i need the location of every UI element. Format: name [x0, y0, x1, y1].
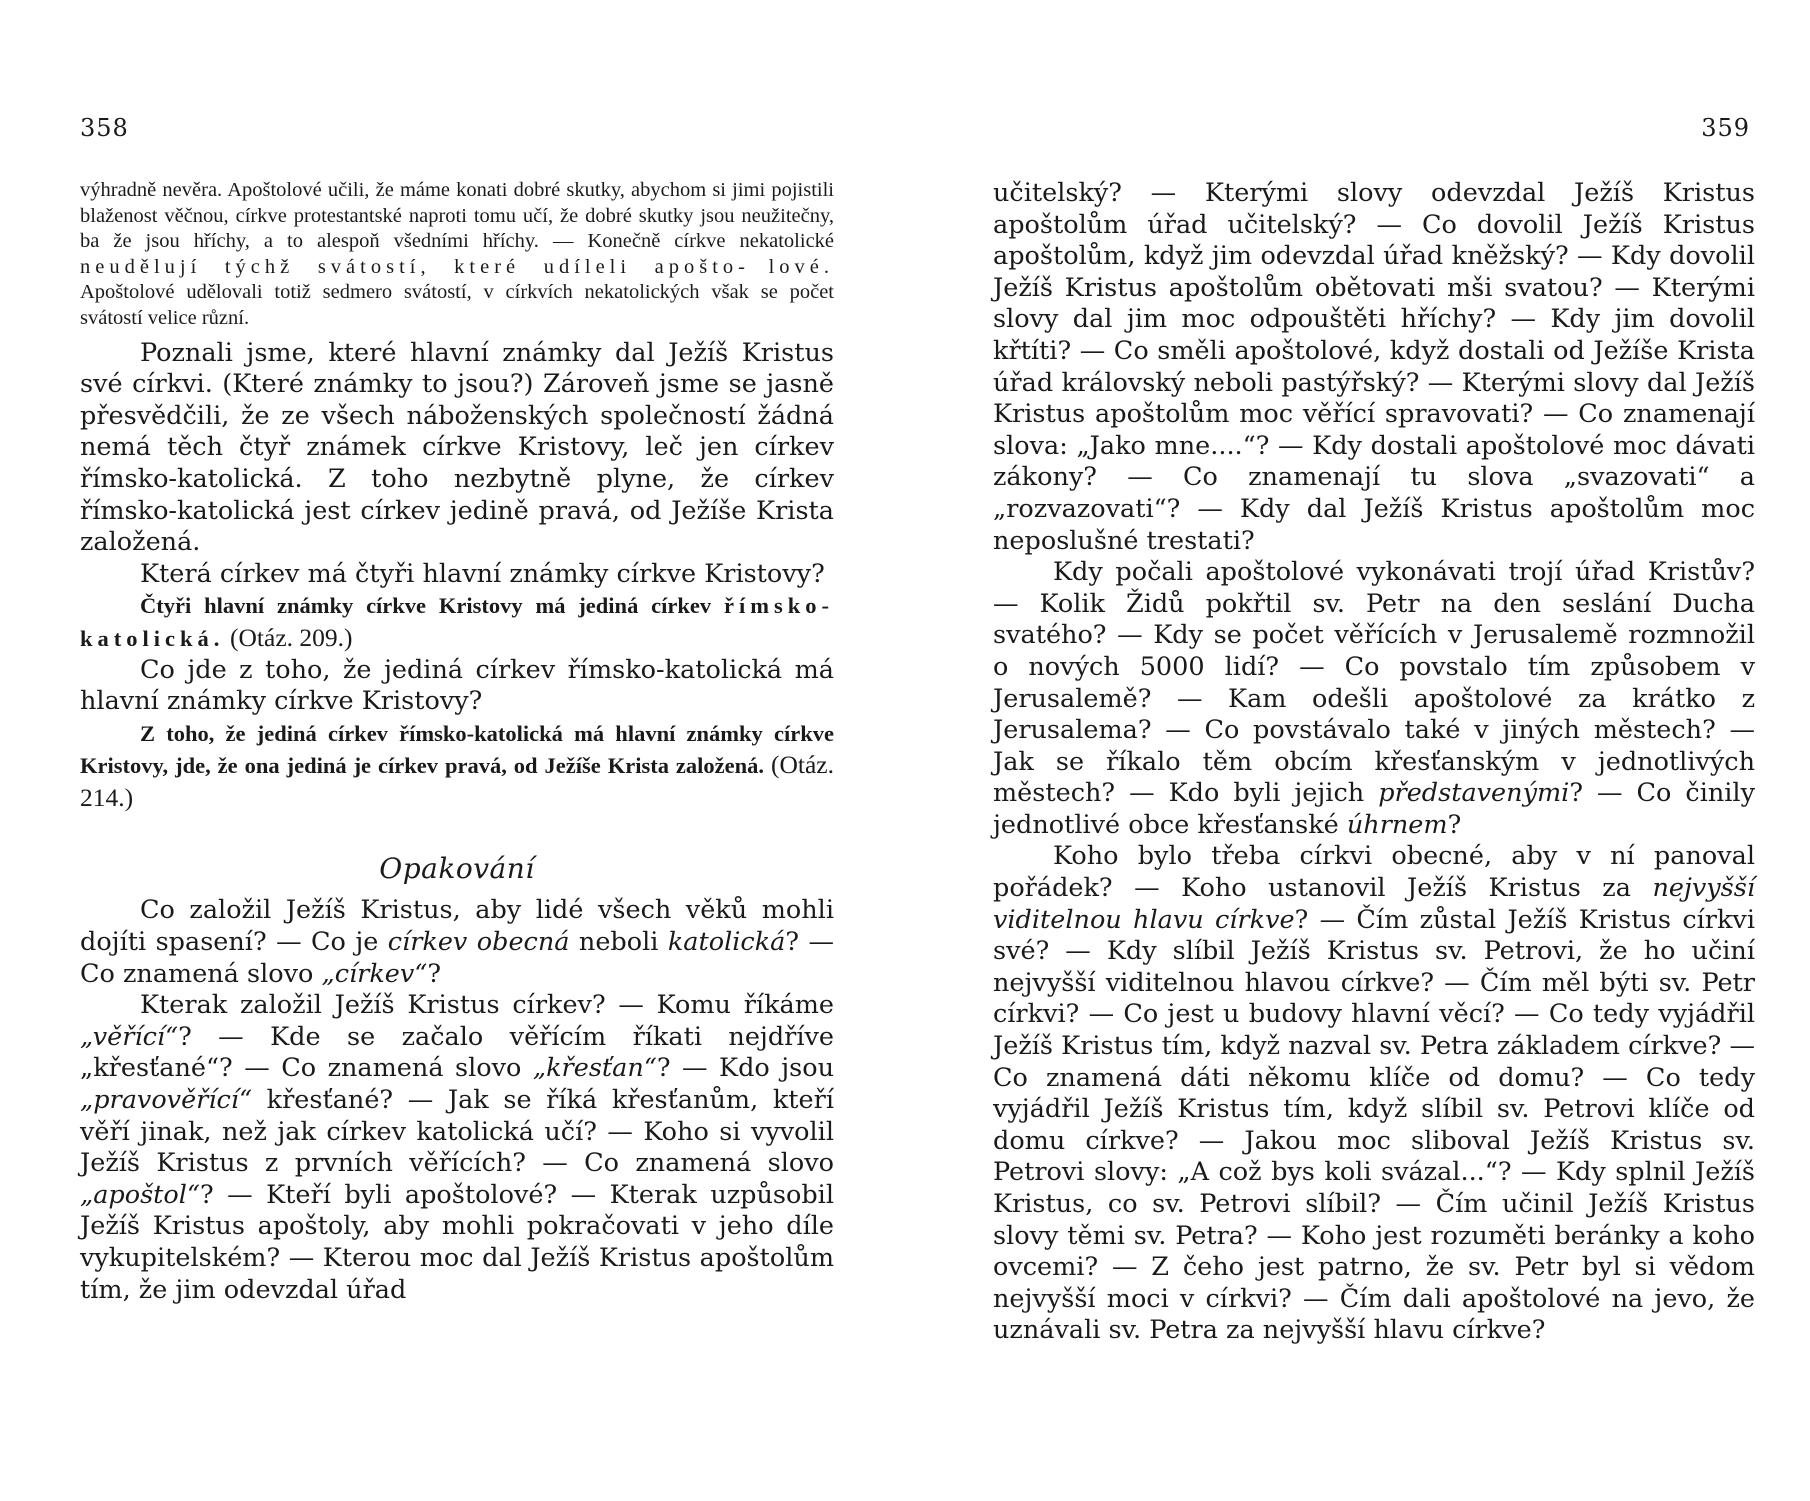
body-paragraph: Poznali jsme, které hlavní známky dal Ježíš Kristus své církvi. (Které známky to jsou?) Zároveň jsme se jasně přesvědčili, že ze všech náboženských společností žádná nemá těch čtyř známek církve Kristovy, leč jen církev římsko-katolická. Z toho nezbytně plyne, že církev římsko-katolická jest církev jedině pravá, od Ježíše Krista založená. — [80, 337, 834, 558]
small-line-spaced: lové. — [768, 255, 834, 278]
small-line: Apoštolové udělovali totiž sedmero svátostí, v církvích — [80, 281, 573, 304]
page-number: 359 — [1701, 114, 1750, 142]
small-line: výhradně nevěra. Apoštolové učili, že máme konati dobré skutky, — [80, 179, 625, 201]
review-paragraph: Kdy počali apoštolové vykonávati trojí úřad Kristův? — Kolik Židů pokřtil sv. Petr na den seslání Ducha svatého? — Kdy se počet věřících v Jerusalemě rozmnožil o nových 5000 lidí? — Co povstalo tím způsobem v Jerusalemě? — Kam odešli apoštolové za krátko z Jerusalema? — Co povstávalo také v jiných městech? — Jak se říkalo těm obcím křesťanským v jednotlivých městech? — Kdo byli jejich představenými? — Co činily jednotlivé obce křesťanské úhrnem? — [993, 557, 1755, 840]
right-text-column — [993, 178, 1755, 1347]
question-reference: (Otáz. 209.) — [230, 622, 353, 652]
small-line: nekatolických však se počet svátostí velice různí. — [80, 281, 835, 329]
right-page — [905, 0, 1810, 1501]
answer — [80, 590, 834, 654]
page-number: 358 — [80, 114, 129, 142]
review-paragraph: učitelský? — Kterými slovy odevzdal Ježíš Kristus apoštolům úřad učitelský? — Co dovolil Ježíš Kristus apoštolům, když jim odevzdal úřad kněžský? — Kdy dovolil Ježíš Kristus apoštolům obětovati mši svatou? — Kterými slovy dal jim moc odpouštěti hříchy? — Kdy jim dovolil křtíti? — Co směli apoštolové, když dostali od Ježíše Krista úřad královský neboli pastýřský? — Kterými slovy dal Ježíš Kristus apoštolům moc věřící spravovati? — Co znamenají slova: „Jako mne....“? — Kdy dostali apoštolové moc dávati zákony? — Co znamenají tu slova „svazovati“ a „rozvazovati“? — Kdy dal Ježíš Kristus apoštolům moc neposlušné trestati? — [993, 178, 1755, 556]
small-line: a to alespoň všedními hříchy. — Konečně církve nekatolické — [263, 230, 835, 253]
review-paragraph: Koho bylo třeba církvi obecné, aby v ní panoval pořádek? — Koho ustanovil Ježíš Kristus za nejvyšší viditelnou hlavu církve? — Čím zůstal Ježíš Kristus církvi své? — Kdy slíbil Ježíš Kristus sv. Petrovi, že ho učiní nejvyšší viditelnou hlavou církve? — Čím měl býti sv. Petr církvi? — Co jest u budovy hlavní věcí? — Co tedy vyjádřil Ježíš Kristus tím, když nazval sv. Petra základem církve? — Co znamená dáti někomu klíče od domu? — Co tedy vyjádřil Ježíš Kristus tím, když slíbil sv. Petrovi klíče od domu církve? — Jakou moc sliboval Ježíš Kristus sv. Petrovi slovy: „A což bys koli svázal...“? — Kdy splnil Ježíš Kristus, co sv. Petrovi slíbil? — Čím učinil Ježíš Kristus slovy těmi sv. Petra? — Koho jest rozuměti beránky a koho ovcemi? — Z čeho jest patrno, že sv. Petr byl si vědom nejvyšší moci v církvi? — Čím dali apoštolové na jevo, že uznávali sv. Petra za nejvyšší hlavu církve? — [993, 841, 1755, 1346]
answer — [80, 718, 834, 815]
small-line-spaced: neudělují týchž svátostí, které udíleli apošto- — [80, 255, 750, 278]
question-reference: (Otáz. 214.) — [80, 750, 834, 812]
left-text-column — [80, 178, 834, 1306]
small-print-paragraph — [80, 178, 834, 332]
question: Která církev má čtyři hlavní známky církve Kristovy? — [140, 558, 825, 589]
section-heading: Opakování — [379, 852, 535, 886]
answer-text: Čtyři hlavní známky církve Kristovy má jediná církev — [140, 593, 712, 619]
small-line: naproti tomu učí, že dobré skutky jsou neužitečny, ba že jsou hříchy, — [80, 204, 835, 253]
review-paragraph: Kterak založil Ježíš Kristus církev? — Komu říkáme „věřící“? — Kde se začalo věřícím říkati nejdříve „křesťané“? — Co znamená slovo „křesťan“? — Kdo jsou „pravověřící“ křesťané? — Jak se říká křesťanům, kteří věří jinak, než jak církev katolická učí? — Koho si vyvolil Ježíš Kristus z prvních věřících? — Co znamená slovo „apoštol“? — Kteří byli apoštolové? — Kterak uzpůsobil Ježíš Kristus apoštoly, aby mohli pokračovati v jeho díle vykupitelském? — Kterou moc dal Ježíš Kristus apoštolům tím, že jim odevzdal úřad — [80, 990, 835, 1305]
question: Co jde z toho, že jediná církev římsko-katolická má hlavní známky církve Kristovy? — [80, 654, 834, 717]
answer-text-spaced: římsko-katolická. — [80, 593, 835, 651]
answer-text: Z toho, že jediná církev římsko-katolická má hlavní známky církve Kristovy, jde, že ona jediná je církev pravá, od Ježíše Krista založená. — [80, 720, 834, 779]
small-line: abychom si jimi pojistili blaženost věčnou, církve protestantské — [80, 179, 834, 227]
review-paragraph: Co založil Ježíš Kristus, aby lidé všech věků mohli dojíti spasení? — Co je církev obecná neboli katolická? — Co znamená slovo „církev“? — [80, 895, 834, 989]
